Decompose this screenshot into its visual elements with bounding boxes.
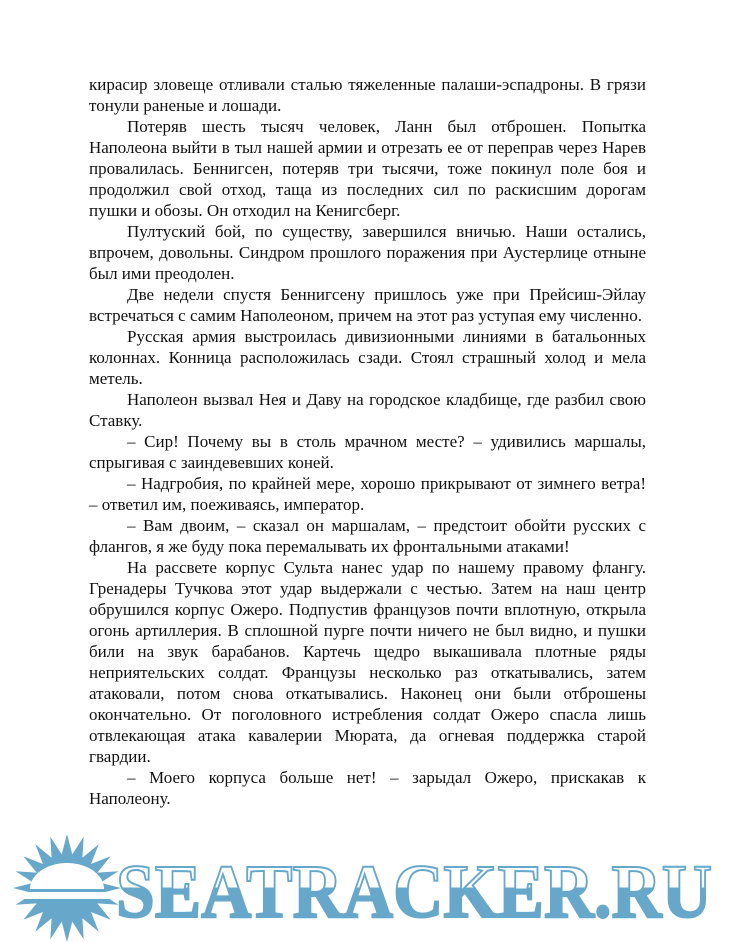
paragraph: На рассвете корпус Сульта нанес удар по нашему правому флангу. Гренадеры Тучкова этот удар выдержали с честью. Затем на наш центр обрушился корпус Ожеро. Подпустив французов почти вплотную, открыла огонь артиллерия. В сплошной пурге почти ничего не был видно, и пушки били на звук барабанов. Картечь щедро выкашивала плотные ряды неприятельских солдат. Французы несколько раз откатывались, затем атаковали, потом снова откатывались. Наконец они были отброшены окончательно. От поголовного истребления солдат Ожеро спасла лишь отвлекающая атака кавалерии Мюрата, да огневая поддержка старой гвардии. [89,558,646,766]
paragraph: – Сир! Почему вы в столь мрачном месте? – удивились маршалы, спрыгивая с заиндевевших коней. [89,432,646,472]
paragraph: Пултуский бой, по существу, завершился вничью. Наши остались, впрочем, довольны. Синдром прошлого поражения при Аустерлице отныне был ими преодолен. [89,222,646,283]
sea-horizon-shape [23,892,111,899]
watermark [0,828,730,942]
paragraph: – Вам двоим, – сказал он маршалам, – предстоит обойти русских с флангов, я же буду пока перемалывать их фронтальными атаками! [89,516,646,556]
paragraph: кирасир зловеще отливали сталью тяжеленные палаши-эспадроны. В грязи тонули раненые и лошади. [89,75,646,115]
paragraph: – Надгробия, по крайней мере, хорошо прикрывают от зимнего ветра! – ответил им, поеживаясь, император. [89,474,646,514]
page-text [89,74,646,809]
paragraph: Наполеон вызвал Нея и Даву на городское кладбище, где разбил свою Ставку. [89,390,646,430]
watermark-text: SEATRACKER.RU [116,850,712,934]
sun-over-sea-icon [13,834,121,942]
paragraph: – Моего корпуса больше нет! – зарыдал Ожеро, прискакав к Наполеону. [89,768,646,808]
paragraph: Две недели спустя Беннигсену пришлось уже при Прейсиш-Эйлау встречаться с самим Наполеоном, причем на этот раз уступая ему численно. [89,285,646,325]
paragraph: Русская армия выстроилась дивизионными линиями в батальонных колоннах. Конница расположилась сзади. Стоял страшный холод и мела метель. [89,327,646,388]
paragraph: Потеряв шесть тысяч человек, Ланн был отброшен. Попытка Наполеона выйти в тыл нашей армии и отрезать ее от переправ через Нарев провалилась. Беннигсен, потеряв три тысячи, тоже покинул поле боя и продолжил свой отход, таща из последних сил по раскисшим дорогам пушки и обозы. Он отходил на Кенигсберг. [89,117,646,220]
